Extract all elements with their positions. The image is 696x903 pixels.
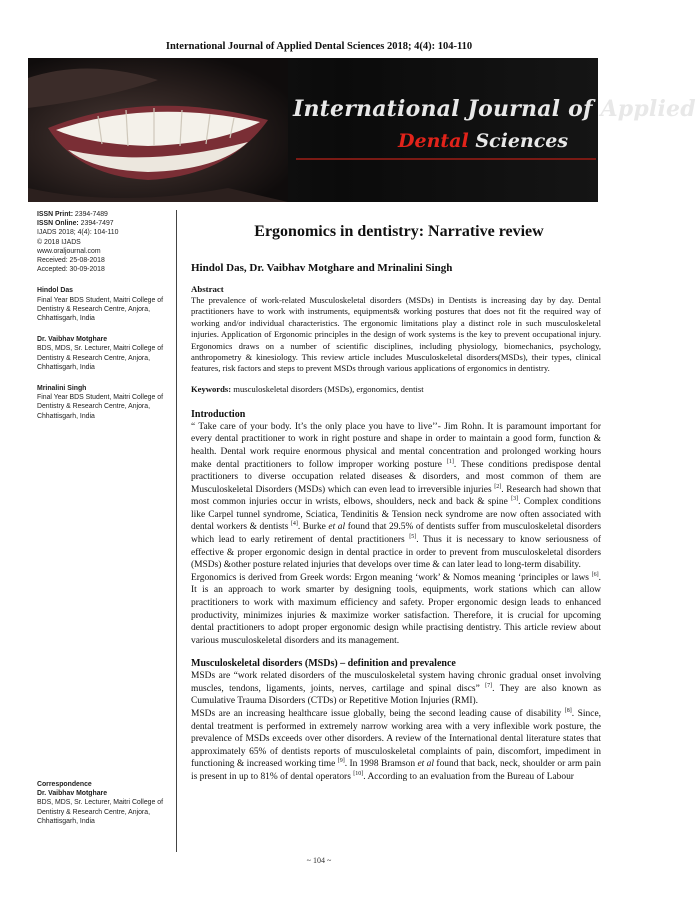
banner-word-dental: Dental [398, 130, 469, 152]
author-block-3 [37, 384, 172, 421]
citation-ref[interactable]: [8] [564, 707, 572, 714]
received-date: Received: 25-08-2018 [37, 257, 105, 265]
copyright: © 2018 IJADS [37, 238, 81, 246]
citation: IJADS 2018; 4(4): 104-110 [37, 229, 119, 237]
journal-banner [28, 58, 696, 202]
banner-word-sciences: Sciences [475, 130, 569, 152]
introduction-paragraph-2: Ergonomics is derived from Greek words: Ergon meaning ‘work’ & Nomos meaning ‘principles or laws [6]. It is an approach to work smarter by designing tools, equipments, work stations which can allow practitioners to work with maximum efficiency and safety. Proper ergonomic design leads to enhanced productivity, minimizes injuries & maximize worker satisfaction. Therefore, it is crucial for upcoming dental practitioners to adopt proper ergonomic design while practising dentistry. This article review about various musculoskeletal disorders and its management. [191, 571, 601, 646]
author-affiliation: Final Year BDS Student, Maitri College of Dentistry & Research Centre, Anjora, Chhattisgarh, India [37, 394, 164, 420]
author-block-2 [37, 335, 172, 372]
issn-print-label: ISSN Print: [37, 211, 73, 218]
banner-title: International Journal of Applied [293, 96, 696, 122]
keywords-label: Keywords: [191, 383, 232, 394]
banner-subtitle [398, 130, 568, 152]
keywords-text: musculoskeletal disorders (MSDs), ergonomics, dentist [233, 383, 424, 394]
author-name: Mrinalini Singh [37, 385, 87, 393]
article-title: Ergonomics in dentistry: Narrative review [254, 223, 544, 240]
author-affiliation: Final Year BDS Student, Maitri College of Dentistry & Research Centre, Anjora, Chhattisgarh, India [37, 296, 164, 323]
citation-ref[interactable]: [6] [591, 571, 599, 578]
citation-ref[interactable]: [4] [290, 521, 298, 528]
msd-paragraph-2: MSDs are an increasing healthcare issue globally, being the second leading cause of disability [8]. Since, dental treatment is performed in extremely narrow working area with a very inflexible work posture, the prevalence of MSDs exceeds over other disorders. A review of the International dental literature states that approximately 65% of dentists reports of musculoskeletal complaints of pain, discomfort, impediment in functioning & increased working time [9]. In 1998 Bramson et al found that back, neck, shoulder or arm pain is present in up to 81% of dental operators [10]. According to an evaluation from the Bureau of Labour [191, 707, 601, 782]
introduction-heading: Introduction [191, 408, 246, 420]
page-number: ~ 104 ~ [306, 856, 332, 865]
citation-ref[interactable]: [5] [409, 533, 417, 540]
author-affiliation: BDS, MDS, Sr. Lecturer, Maitri College of Dentistry & Research Centre, Anjora, Chhattisgarh, India [37, 345, 163, 371]
accepted-date: Accepted: 30-09-2018 [37, 266, 105, 274]
article-main [191, 222, 601, 783]
author-name: Hindol Das [37, 287, 73, 295]
citation-ref[interactable]: [10] [353, 770, 364, 777]
citation-ref[interactable]: [9] [337, 758, 345, 765]
citation-ref[interactable]: [2] [494, 483, 502, 490]
abstract-text: The prevalence of work-related Musculoskeletal disorders (MSDs) in Dentists is increasing day by day. Dental practitioners have to work with instruments, equipments& working postures that does not fit the required way of working and/or individual characteristics. The ergonomic limitations play a distinct role in such musculoskeletal injuries. Application of Ergonomic principles in the design of work systems is the key to prevent occupational injury. Ergonomics draws on a number of scientific disciplines, including physiology, biomechanics, psychology, anthropometry & kinesiology. This review article includes Musculoskeletal disorders(MSDs), their types, clinical features, risk factors and steps to prevent MSDs through various applications of ergonomics in dentistry. [191, 295, 601, 374]
article-authors: Hindol Das, Dr. Vaibhav Motghare and Mrinalini Singh [191, 262, 453, 274]
citation-ref[interactable]: [1] [446, 458, 454, 465]
msd-section-heading: Musculoskeletal disorders (MSDs) – definition and prevalence [191, 658, 456, 670]
correspondence-affiliation: BDS, MDS, Sr. Lecturer, Maitri College of Dentistry & Research Centre, Anjora, Chhattisgarh, India [37, 799, 163, 825]
banner-rule [296, 158, 596, 160]
keywords [191, 384, 601, 395]
correspondence-label: Correspondence [37, 781, 92, 788]
abstract-heading: Abstract [191, 284, 224, 294]
author-block-1 [37, 286, 172, 323]
correspondence-block [37, 780, 172, 826]
citation-ref[interactable]: [3] [511, 496, 519, 503]
correspondence-name: Dr. Vaibhav Motghare [37, 790, 108, 798]
smile-teeth-image [28, 58, 288, 202]
introduction-paragraph-1: “ Take care of your body. It’s the only place you have to live’’- Jim Rohn. It is paramount important for every dental practitioner to work in right posture and shape in order to maintain a good form, function & health. Dental work require enormous physical and mental concentration and prolonged working hours make dental practitioners to follow improper working posture [1]. These conditions predispose dental practitioners to diverse occupation related diseases & disorders, and most common of them are Musculoskeletal Disorders (MSDs) which can even lead to irreversible injuries [2]. Research had shown that most common injuries occur in wrists, elbows, shoulders, neck and back & spine [3]. Complex conditions like Carpel tunnel syndrome, Sciatica, Tendinitis & Tension neck syndrome are now often associated with dental workers & dentists [4]. Burke et al found that 29.5% of dentists suffer from musculoskeletal disorders which lead to early retirement of dental practitioners [5]. Thus it is necessary to know seriousness of effective & proper ergonomic design in dental practice in order to prevent from musculoskeletal disorders (MSDs) &other posture related injuries that develops over time & can later lead to long-term disability. [191, 421, 601, 571]
issn-online-label: ISSN Online: [37, 220, 79, 228]
website-link[interactable]: www.oraljournal.com [37, 247, 101, 255]
article-info-sidebar [37, 210, 172, 825]
column-divider [176, 210, 177, 852]
msd-paragraph-1: MSDs are “work related disorders of the musculoskeletal system having chronic gradual onset involving muscles, tendons, ligaments, joints, nerves, cartilage and spinal discs” [7]. They are also known as Cumulative Trauma Disorders (CTDs) or Repetitive Motion Injuries (RMI). [191, 671, 601, 707]
issn-online-value: 2394-7497 [80, 220, 114, 228]
issn-print-value: 2394-7489 [74, 211, 108, 218]
citation-ref[interactable]: [7] [485, 682, 493, 689]
article-metadata [37, 210, 172, 274]
author-name: Dr. Vaibhav Motghare [37, 336, 108, 344]
journal-header: International Journal of Applied Dental Sciences 2018; 4(4): 104-110 [165, 41, 473, 52]
